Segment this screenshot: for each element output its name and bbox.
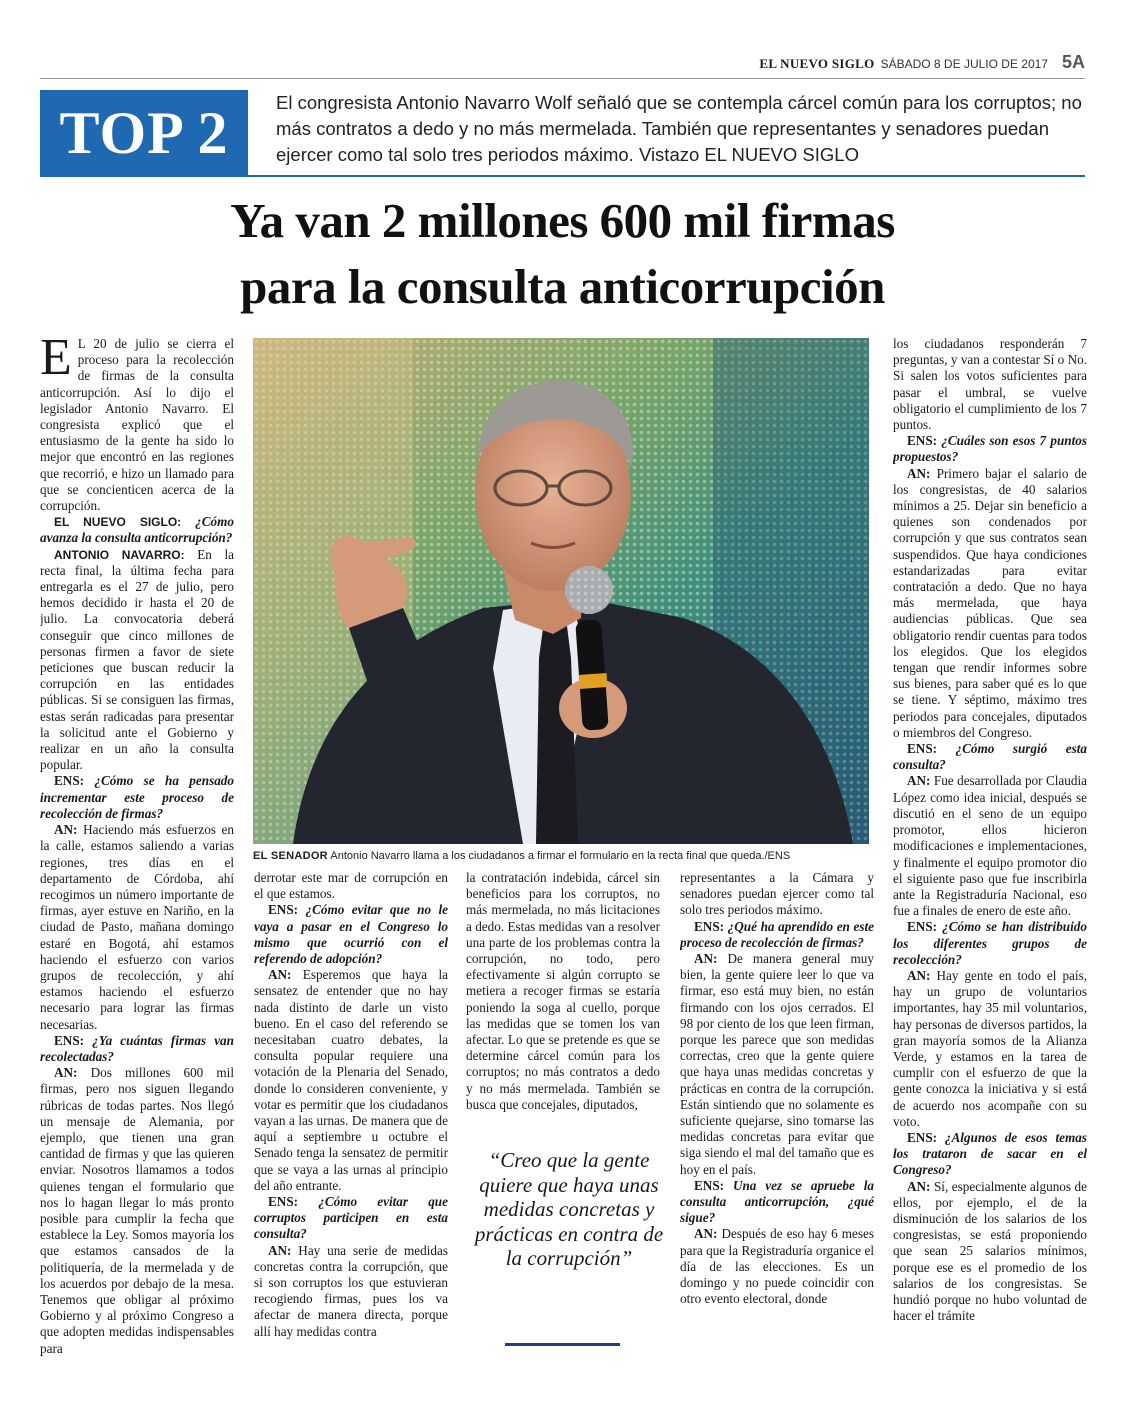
answer: [893, 968, 1087, 1130]
article-column-3: [466, 870, 660, 1132]
answer: [680, 1226, 874, 1307]
paragraph: los ciudadanos responderán 7 preguntas, y van a contestar Sí o No. Si salen los votos suficientes para pasar el umbral, se vuelve obligatorio el cumplimiento de los 7 puntos.: [893, 336, 1087, 433]
answer: [893, 466, 1087, 741]
answer: [40, 547, 234, 774]
question: [893, 741, 1087, 773]
speaker: ENS:: [54, 1032, 85, 1048]
speaker: ENS:: [268, 902, 299, 918]
masthead-info: [759, 52, 1085, 73]
answer-text: Hay una serie de medidas concretas contra la corrupción, que si son corruptos los que estuvieran recogiendo firmas, pues los va afectar de manera directa, porque allí hay medidas contra: [254, 1242, 448, 1339]
answer-text: Dos millones 600 mil firmas, pero nos siguen llegando rúbricas de todas partes. Nos llegó un mensaje de Alemania, por ejemplo, que tienen una gran cantidad de firmas y que las quieren enviar. Nosotros llamamos a todos quienes tengan el formulario que nos lo hagan llegar lo más pronto posible para cumplir la fecha que establece la Ley. Somos mayoría los que estamos cansados de la politiquería, de la mermelada y de los acuerdos por debajo de la mesa. Tenemos que obligar al próximo Gobierno y al próximo Congreso a que adopten medidas indispensables para: [40, 1065, 234, 1356]
speaker: ENS:: [907, 433, 938, 449]
section-divider: [40, 175, 1085, 177]
speaker: ENS:: [54, 773, 85, 789]
speaker: ENS:: [694, 1177, 725, 1193]
answer-text: Haciendo más esfuerzos en la calle, estamos saliendo a varias regiones, tres días en el departamento de Córdoba, ahí recogimos un número importante de firmas, ayer estuve en Nariño, en la ciudad de Pasto, mañana domingo estaré en Bogotá, ahí estamos haciendo el esfuerzo con varios grupos de recolección, y ahí estamos haciendo el esfuerzo necesario para lograr las firmas necesarias.: [40, 822, 234, 1032]
section-badge: [40, 90, 248, 176]
question-text: ¿Cuáles son esos 7 puntos propuestos?: [893, 433, 1087, 465]
answer-text: En la recta final, la última fecha para entregarla es el 27 de julio, pero hemos decidido ir hasta el 20 de julio. La convocatoria deberá conseguir que cinco millones de personas firmen a favor de siete peticiones que buscan reducir la corrupción en las entidades públicas. Si se consiguen las firmas, estas serán radicadas para presentar la solicitud ante el Gobierno y realizar en un año la consulta popular.: [40, 546, 234, 773]
headline-line-1: Ya van 2 millones 600 mil firmas: [230, 193, 895, 248]
question-text: ¿Algunos de esos temas los trataron de sacar en el Congreso?: [893, 1129, 1087, 1178]
paragraph: derrotar este mar de corrupción en el que estamos.: [254, 870, 448, 902]
question: [893, 433, 1087, 465]
answer: [893, 773, 1087, 919]
question: [893, 919, 1087, 968]
answer-text: Después de eso hay 6 meses para que la Registraduría organice el día de las elecciones. Es un domingo y no puede coincidir con otro evento electoral, donde: [680, 1226, 874, 1307]
speaker: ENS:: [694, 918, 725, 934]
paragraph: la contratación indebida, cárcel sin beneficios para los corruptos, no más mermelada, no más licitaciones a dedo. Estas medidas van a resolver una parte de los problemas contra la corrupción, no todo, pero efectivamente si algún corrupto se metiera a recoger firmas se estaría poniendo la soga al cuello, porque las medidas que se tomen los van afectar. Lo que se pretende es que se determine cárcel común para los corruptos; no más contratos a dedo y no más mermelada. También se busca que concejales, diputados,: [466, 870, 660, 1112]
answer: [680, 951, 874, 1178]
speaker: ENS:: [907, 919, 938, 935]
speaker: AN:: [54, 1065, 78, 1081]
article-column-4: [680, 870, 874, 1356]
speaker: AN:: [268, 967, 292, 983]
question-text: ¿Cómo se han distribuido los diferentes grupos de recolección?: [893, 919, 1087, 967]
answer: [254, 1243, 448, 1340]
headline-line-2: para la consulta anticorrupción: [240, 259, 885, 314]
question: [40, 773, 234, 822]
answer-text: Fue desarrollada por Claudia López como idea inicial, después se discutió en el seno de un equipo promotor, ellos hicieron modificaciones e implementaciones, y finalmente el equipo promotor dio el siguiente paso que fue inscribirla ante la Registraduría Nacional, eso fue a finales de enero de este año.: [893, 773, 1087, 919]
senator-photo: [253, 338, 869, 844]
question-text: ¿Cómo avanza la consulta anticorrupción?: [40, 514, 234, 546]
article-column-5: [893, 336, 1087, 1356]
photo-illustration: [253, 338, 869, 844]
speaker: AN:: [907, 773, 931, 789]
answer-text: Hay gente en todo el país, hay un grupo de voluntarios importantes, hay 35 mil voluntarios, hay personas de diversos partidos, la gran mayoría somos de la Alianza Verde, y estamos en la tarea de cumplir con el esfuerzo de que la gente conozca la iniciativa y si está de acuerdo nos acompañe con su voto.: [893, 967, 1087, 1129]
speaker: ENS:: [907, 741, 938, 757]
answer-text: Esperemos que haya la sensatez de entender que no hay nada distinto de darle un visto bueno. En el caso del referendo se necesitaban cuatro debates, la consulta popular requiere una votación de la Plenaria del Senado, donde lo consideren conveniente, y votar es permitir que los ciudadanos vayan a las urnas. De manera que de aquí a septiembre u octubre el Senado tenga la sensatez de permitir que se vaya a las urnas al principio del año entrante.: [254, 967, 448, 1193]
question-text: ¿Cómo evitar que no le vaya a pasar en el Congreso lo mismo que ocurrió con el referendo de adopción?: [254, 902, 448, 967]
masthead: [40, 48, 1085, 79]
speaker: AN:: [54, 822, 78, 838]
speaker: AN:: [268, 1242, 292, 1258]
article-column-1: [40, 336, 234, 1356]
answer: [254, 967, 448, 1194]
speaker: AN:: [907, 465, 931, 481]
speaker: ANTONIO NAVARRO:: [54, 547, 185, 562]
speaker: ENS:: [268, 1194, 299, 1210]
newspaper-name: EL NUEVO SIGLO: [759, 56, 875, 71]
section-badge-label: TOP 2: [59, 99, 229, 166]
summary-text: El congresista Antonio Navarro Wolf señaló que se contempla cárcel común para los corruptos; no más contratos a dedo y no más mermelada. También que representantes y senadores puedan ejercer como tal solo tres periodos máximo. Vistazo EL NUEVO SIGLO: [276, 92, 1082, 165]
drop-cap: E: [40, 336, 72, 386]
speaker: AN:: [694, 1226, 718, 1242]
question: [40, 1033, 234, 1065]
answer: [40, 822, 234, 1033]
answer-text: Sí, especialmente algunos de ellos, por ejemplo, el de la disminución de los salarios de los congresistas, se está proponiendo que sean 25 salarios mínimos, porque ese es el promedio de los salarios de los congresistas. Se hundió porque no hubo voluntad de hacer el trámite: [893, 1178, 1087, 1324]
question: [254, 902, 448, 967]
question-text: ¿Qué ha aprendido en este proceso de recolección de firmas?: [680, 918, 874, 950]
question-text: Una vez se apruebe la consulta anticorrupción, ¿qué sigue?: [680, 1177, 874, 1226]
answer-text: Primero bajar el salario de los congresistas, de 40 salarios mínimos a 25. Dejar sin beneficio a quienes son condenados por corrupción y que sus contratos sean suspendidos. Que haya condiciones estandarizadas para evitar contratación a dedo. Que no haya más mermelada, que haya audiencias públicas. Que sea obligatorio rendir cuentas para todos los elegidos. Que los elegidos tengan que rendir informes sobre sus bienes, para saber qué es lo que se tiene. Y séptimo, máximo tres periodos para concejales, diputados o miembros del Congreso.: [893, 465, 1087, 740]
speaker: ENS:: [907, 1129, 938, 1145]
article-column-2: [254, 870, 448, 1356]
caption-text: Antonio Navarro llama a los ciudadanos a firmar el formulario en la recta final que queda./ENS: [330, 850, 791, 862]
speaker: EL NUEVO SIGLO:: [54, 515, 182, 530]
pull-quote: “Creo que la gente quiere que haya unas medidas concretas y prácticas en contra de la corrupción”: [474, 1148, 664, 1270]
answer: [40, 1065, 234, 1356]
headline: [40, 188, 1085, 320]
question-text: ¿Cómo se ha pensado incrementar este proceso de recolección de firmas?: [40, 773, 234, 821]
intro-text: L 20 de julio se cierra el proceso para la recolección de firmas de la consulta anticorrupción. Así lo dijo el legislador Antonio Navarro. El congresista explicó que el entusiasmo de la gente ha sido lo mejor que encontró en las regiones que recorrió, e hizo un llamado para que se concienticen acerca de la corrupción.: [40, 336, 234, 514]
caption-label: EL SENADOR: [253, 850, 328, 862]
question: [40, 514, 234, 546]
question-text: ¿Cómo surgió esta consulta?: [893, 741, 1087, 773]
speaker: AN:: [907, 967, 931, 983]
paragraph: representantes a la Cámara y senadores puedan ejercer como tal solo tres periodos máximo.: [680, 870, 874, 918]
answer-text: De manera general muy bien, la gente quiere leer lo que va firmar, eso está muy bien, no están firmando con los ojos cerrados. El 98 por ciento de los que leen firman, porque les parece que son medidas correctas, creo que la gente quiere que haya unas medidas concretas y prácticas en contra de la corrupción. Están sintiendo que no solamente es suficiente quejarse, sino tomarse las medidas concretas para evitar que siga siendo el mal del tamaño que es hoy en el país.: [680, 951, 874, 1177]
issue-date: SÁBADO 8 DE JULIO DE 2017: [880, 57, 1048, 71]
speaker: AN:: [907, 1178, 931, 1194]
speaker: AN:: [694, 951, 718, 967]
question: [680, 919, 874, 951]
question: [893, 1130, 1087, 1179]
pull-quote-rule: [505, 1343, 620, 1346]
question-text: ¿Ya cuántas firmas van recolectadas?: [40, 1032, 234, 1064]
question: [254, 1194, 448, 1243]
intro-paragraph: [40, 336, 234, 514]
photo-caption: [253, 850, 873, 862]
question-text: ¿Cómo evitar que corruptos participen en esta consulta?: [254, 1194, 448, 1242]
question: [680, 1178, 874, 1227]
answer: [893, 1179, 1087, 1325]
page-number: 5A: [1061, 52, 1085, 72]
